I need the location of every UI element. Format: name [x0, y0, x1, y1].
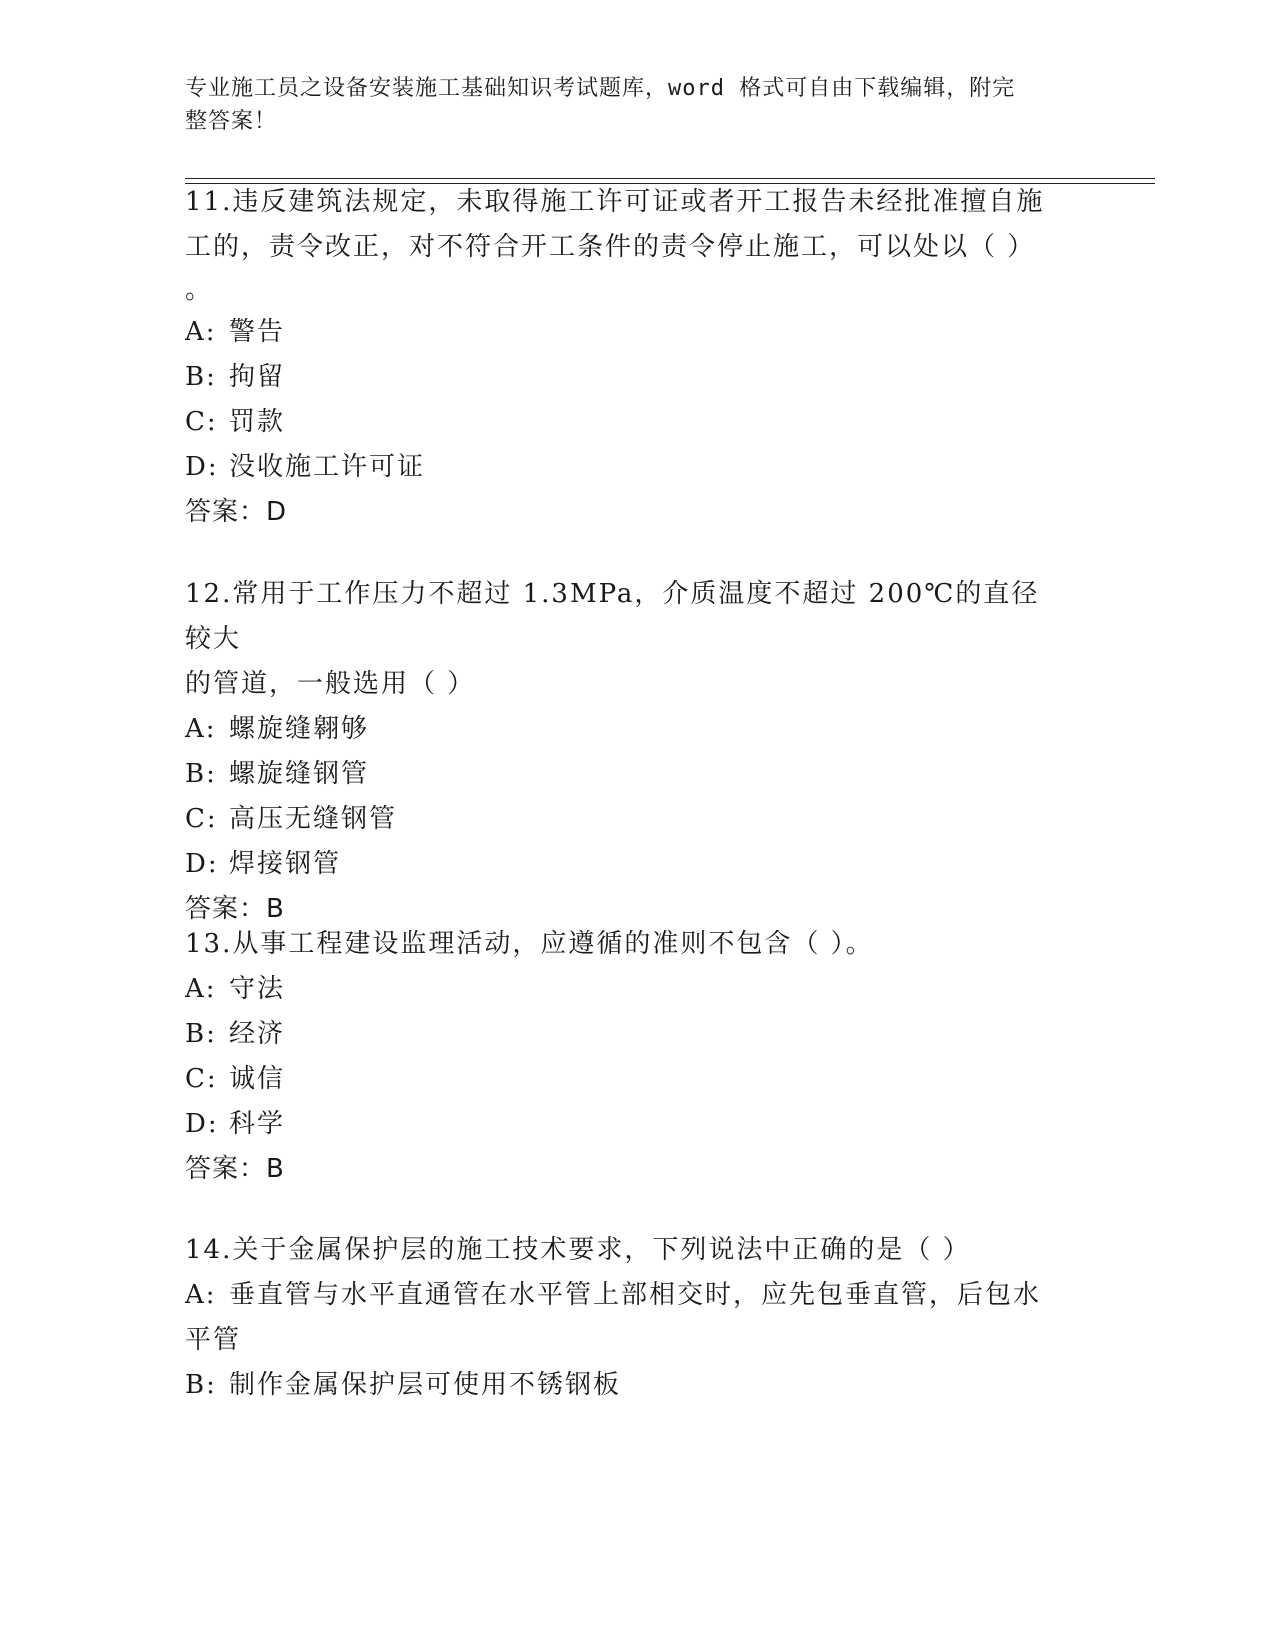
- option-text: 螺旋缝翱够: [229, 714, 370, 744]
- option-text: 拘留: [229, 362, 286, 392]
- question-stem-line: 14.关于金属保护层的施工技术要求，下列说法中正确的是（ ）: [185, 1235, 971, 1265]
- question-stem-line: 13.从事工程建设监理活动，应遵循的准则不包含（ ）。: [185, 929, 874, 959]
- option-text-continuation: 平管: [185, 1325, 242, 1355]
- option-letter: C:: [185, 1064, 218, 1094]
- option-b: [185, 752, 1065, 797]
- document-header: [185, 72, 1065, 138]
- question-stem-line: 12.常用于工作压力不超过 1.3MPa，介质温度不超过 200℃的直径较大: [185, 579, 1040, 654]
- option-d: [185, 842, 1065, 887]
- option-letter: D:: [185, 849, 219, 879]
- option-text: 罚款: [229, 407, 286, 437]
- question-stem-line: 的管道，一般选用（ ）: [185, 669, 476, 699]
- option-letter: C:: [185, 804, 218, 834]
- option-b: [185, 1363, 1065, 1408]
- option-text: 制作金属保护层可使用不锈钢板: [229, 1370, 622, 1400]
- option-a: [185, 310, 1065, 355]
- option-text: 诚信: [229, 1064, 286, 1094]
- question-stem-line: 。: [185, 275, 214, 305]
- option-text: 警告: [229, 317, 286, 347]
- option-b: [185, 355, 1065, 400]
- question-13: [185, 922, 1065, 1192]
- option-text: 高压无缝钢管: [229, 804, 398, 834]
- option-letter: B:: [185, 362, 217, 392]
- option-text: 守法: [229, 974, 286, 1004]
- option-letter: D:: [185, 452, 219, 482]
- option-text: 科学: [229, 1109, 286, 1139]
- option-a: [185, 967, 1065, 1012]
- question-stem-line: 工的，责令改正，对不符合开工条件的责令停止施工，可以处以（ ）: [185, 232, 1036, 262]
- option-c: [185, 400, 1065, 445]
- question-11: [185, 180, 1065, 535]
- answer-line: 答案：B: [185, 894, 285, 924]
- option-letter: C:: [185, 407, 218, 437]
- option-a: [185, 707, 1065, 752]
- header-line-1: 专业施工员之设备安装施工基础知识考试题库，word 格式可自由下载编辑，附完: [185, 76, 1016, 101]
- option-a: [185, 1273, 1065, 1318]
- option-b: [185, 1012, 1065, 1057]
- option-letter: A:: [185, 1280, 217, 1310]
- option-c: [185, 797, 1065, 842]
- option-text: 垂直管与水平直通管在水平管上部相交时，应先包垂直管，后包水: [229, 1280, 1042, 1310]
- option-letter: A:: [185, 317, 217, 347]
- answer-line: 答案：D: [185, 497, 288, 527]
- option-d: [185, 445, 1065, 490]
- option-text: 经济: [229, 1019, 286, 1049]
- option-letter: B:: [185, 1019, 217, 1049]
- header-line-2: 整答案！: [185, 109, 278, 134]
- option-c: [185, 1057, 1065, 1102]
- option-letter: A:: [185, 974, 217, 1004]
- option-letter: B:: [185, 759, 217, 789]
- option-letter: D:: [185, 1109, 219, 1139]
- option-letter: B:: [185, 1370, 217, 1400]
- question-14: [185, 1228, 1065, 1408]
- option-text: 螺旋缝钢管: [229, 759, 370, 789]
- option-d: [185, 1102, 1065, 1147]
- answer-line: 答案：B: [185, 1154, 285, 1184]
- question-stem-line: 11.违反建筑法规定，未取得施工许可证或者开工报告未经批准擅自施: [185, 187, 1045, 217]
- option-text: 焊接钢管: [229, 849, 342, 879]
- option-letter: A:: [185, 714, 217, 744]
- question-12: [185, 572, 1065, 932]
- option-text: 没收施工许可证: [229, 452, 426, 482]
